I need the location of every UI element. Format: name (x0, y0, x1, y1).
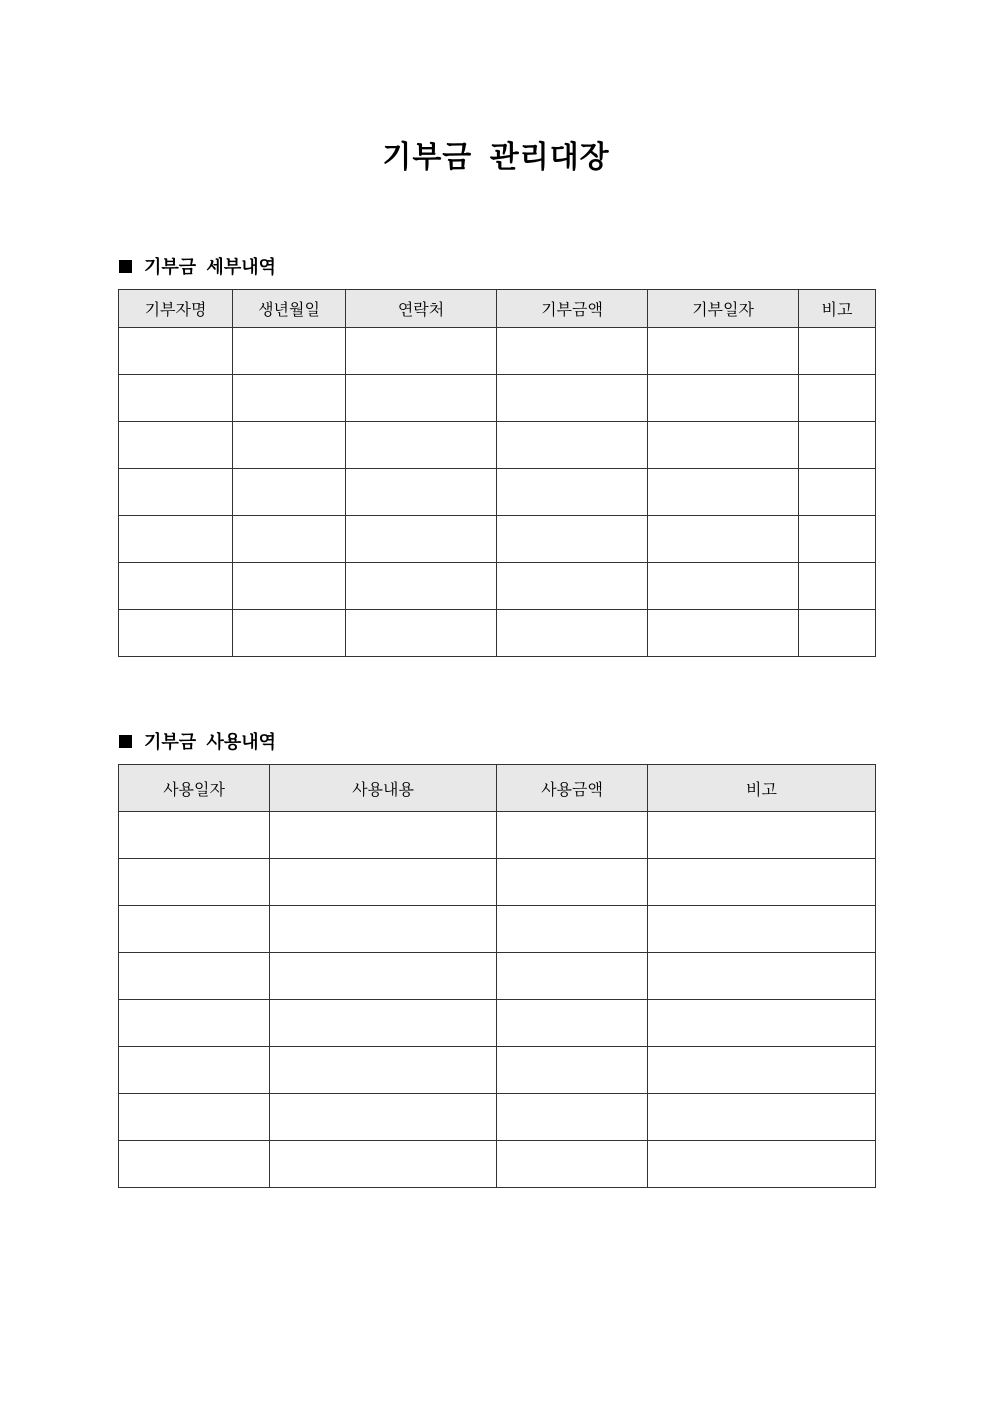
table-cell[interactable] (648, 375, 799, 422)
table-cell[interactable] (119, 375, 233, 422)
table-cell[interactable] (497, 1141, 648, 1188)
table-cell[interactable] (497, 906, 648, 953)
table-cell[interactable] (233, 328, 346, 375)
table-cell[interactable] (119, 1000, 270, 1047)
table-cell[interactable] (346, 610, 497, 657)
table-cell[interactable] (799, 610, 876, 657)
table-cell[interactable] (270, 1094, 497, 1141)
table-cell[interactable] (233, 469, 346, 516)
table-row (119, 375, 876, 422)
table-cell[interactable] (497, 469, 648, 516)
table-cell[interactable] (648, 516, 799, 563)
table-cell[interactable] (497, 812, 648, 859)
table-cell[interactable] (270, 1000, 497, 1047)
table-cell[interactable] (346, 563, 497, 610)
table-cell[interactable] (119, 610, 233, 657)
table-cell[interactable] (270, 859, 497, 906)
table-cell[interactable] (497, 610, 648, 657)
table-cell[interactable] (346, 375, 497, 422)
table-row (119, 469, 876, 516)
table-cell[interactable] (648, 610, 799, 657)
section-heading-label: 기부금 세부내역 (144, 257, 276, 278)
table-cell[interactable] (119, 469, 233, 516)
table-cell[interactable] (648, 422, 799, 469)
table-cell[interactable] (119, 1094, 270, 1141)
column-header: 연락처 (346, 290, 497, 328)
column-header: 생년월일 (233, 290, 346, 328)
table-cell[interactable] (119, 328, 233, 375)
column-header: 기부자명 (119, 290, 233, 328)
table-cell[interactable] (119, 516, 233, 563)
table-cell[interactable] (346, 328, 497, 375)
square-bullet-icon (119, 260, 132, 273)
table-cell[interactable] (233, 563, 346, 610)
table-row (119, 1094, 876, 1141)
table-row (119, 422, 876, 469)
column-header: 비고 (799, 290, 876, 328)
table-cell[interactable] (497, 1000, 648, 1047)
table-cell[interactable] (119, 953, 270, 1000)
column-header: 기부일자 (648, 290, 799, 328)
table-cell[interactable] (497, 422, 648, 469)
donation-usage-table (118, 764, 876, 1188)
table-cell[interactable] (346, 469, 497, 516)
table-row (119, 1047, 876, 1094)
table-cell[interactable] (648, 1047, 876, 1094)
table-cell[interactable] (119, 422, 233, 469)
table-cell[interactable] (346, 516, 497, 563)
table-cell[interactable] (497, 563, 648, 610)
table-cell[interactable] (799, 563, 876, 610)
table-cell[interactable] (119, 1047, 270, 1094)
table-cell[interactable] (497, 375, 648, 422)
column-header: 비고 (648, 765, 876, 812)
table-cell[interactable] (270, 906, 497, 953)
table-cell[interactable] (799, 516, 876, 563)
table-cell[interactable] (799, 422, 876, 469)
table-cell[interactable] (233, 610, 346, 657)
square-bullet-icon (119, 735, 132, 748)
table-row (119, 953, 876, 1000)
table-cell[interactable] (497, 1047, 648, 1094)
usage-rows (119, 812, 876, 1188)
table-row (119, 859, 876, 906)
table-cell[interactable] (648, 953, 876, 1000)
page-title: 기부금 관리대장 (382, 140, 610, 175)
table-cell[interactable] (233, 375, 346, 422)
table-row (119, 1141, 876, 1188)
table-cell[interactable] (648, 859, 876, 906)
table-cell[interactable] (270, 812, 497, 859)
table-cell[interactable] (648, 906, 876, 953)
column-header: 사용금액 (497, 765, 648, 812)
donation-details-table (118, 289, 876, 657)
table-cell[interactable] (497, 953, 648, 1000)
table-cell[interactable] (648, 328, 799, 375)
table-row (119, 328, 876, 375)
table-row (119, 516, 876, 563)
donation-rows (119, 328, 876, 657)
table-cell[interactable] (119, 812, 270, 859)
table-cell[interactable] (270, 953, 497, 1000)
table-cell[interactable] (233, 422, 346, 469)
table-header-row (119, 290, 876, 328)
table-row (119, 906, 876, 953)
table-cell[interactable] (346, 422, 497, 469)
section-heading-label: 기부금 사용내역 (144, 732, 276, 753)
table-cell[interactable] (497, 859, 648, 906)
table-cell[interactable] (648, 1141, 876, 1188)
table-cell[interactable] (799, 328, 876, 375)
table-cell[interactable] (648, 469, 799, 516)
section-heading-usage (119, 728, 276, 754)
section-heading-donations (119, 253, 276, 279)
table-cell[interactable] (119, 563, 233, 610)
table-cell[interactable] (497, 328, 648, 375)
column-header: 기부금액 (497, 290, 648, 328)
table-cell[interactable] (799, 375, 876, 422)
column-header: 사용내용 (270, 765, 497, 812)
table-row (119, 812, 876, 859)
table-cell[interactable] (648, 812, 876, 859)
table-cell[interactable] (799, 469, 876, 516)
table-cell[interactable] (270, 1141, 497, 1188)
table-cell[interactable] (497, 1094, 648, 1141)
table-header-row (119, 765, 876, 812)
table-cell[interactable] (648, 563, 799, 610)
table-cell[interactable] (648, 1000, 876, 1047)
column-header: 사용일자 (119, 765, 270, 812)
table-cell[interactable] (497, 516, 648, 563)
table-row (119, 1000, 876, 1047)
table-cell[interactable] (119, 1141, 270, 1188)
table-cell[interactable] (270, 1047, 497, 1094)
table-cell[interactable] (233, 516, 346, 563)
table-row (119, 610, 876, 657)
table-row (119, 563, 876, 610)
table-cell[interactable] (648, 1094, 876, 1141)
table-cell[interactable] (119, 859, 270, 906)
table-cell[interactable] (119, 906, 270, 953)
